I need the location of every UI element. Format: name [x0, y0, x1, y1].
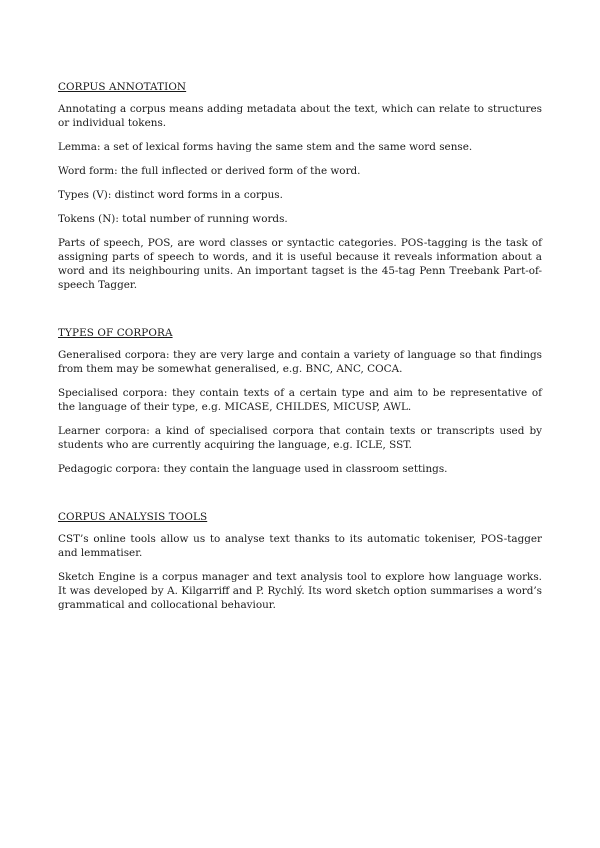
paragraph: Parts of speech, POS, are word classes or syntactic categories. POS-tagging is the task of assigning parts of speech to words, and it is useful because it reveals information about a word and its neighbouring units. An important tagset is the 45-tag Penn Treebank Part-of-speech Tagger.	[58, 237, 542, 291]
paragraph: Lemma: a set of lexical forms having the same stem and the same word sense.	[58, 141, 473, 153]
paragraph: Tokens (N): total number of running words.	[58, 213, 288, 225]
paragraph: Learner corpora: a kind of specialised corpora that contain texts or transcripts used by students who are currently acquiring the language, e.g. ICLE, SST.	[58, 425, 542, 451]
paragraph: Sketch Engine is a corpus manager and text analysis tool to explore how language works. It was developed by A. Kilgarriff and P. Rychlý. Its word sketch option summarises a word’s grammatical and collocational behaviour.	[58, 571, 542, 611]
section-heading: TYPES OF CORPORA	[58, 327, 173, 339]
section-corpus-analysis-tools	[58, 510, 542, 612]
paragraph: Types (V): distinct word forms in a corpus.	[58, 189, 283, 201]
section-types-of-corpora	[58, 326, 542, 476]
paragraph: Specialised corpora: they contain texts of a certain type and aim to be representative of the language of their type, e.g. MICASE, CHILDES, MICUSP, AWL.	[58, 387, 542, 413]
paragraph: Generalised corpora: they are very large and contain a variety of language so that findings from them may be somewhat generalised, e.g. BNC, ANC, COCA.	[58, 349, 542, 375]
paragraph: Pedagogic corpora: they contain the language used in classroom settings.	[58, 463, 448, 475]
paragraph: Annotating a corpus means adding metadata about the text, which can relate to structures or individual tokens.	[58, 103, 542, 129]
section-heading: CORPUS ANNOTATION	[58, 81, 187, 93]
paragraph: CST’s online tools allow us to analyse text thanks to its automatic tokeniser, POS-tagger and lemmatiser.	[58, 533, 542, 559]
section-heading: CORPUS ANALYSIS TOOLS	[58, 511, 208, 523]
document-page	[58, 80, 542, 622]
section-corpus-annotation	[58, 80, 542, 292]
paragraph: Word form: the full inflected or derived form of the word.	[58, 165, 361, 177]
